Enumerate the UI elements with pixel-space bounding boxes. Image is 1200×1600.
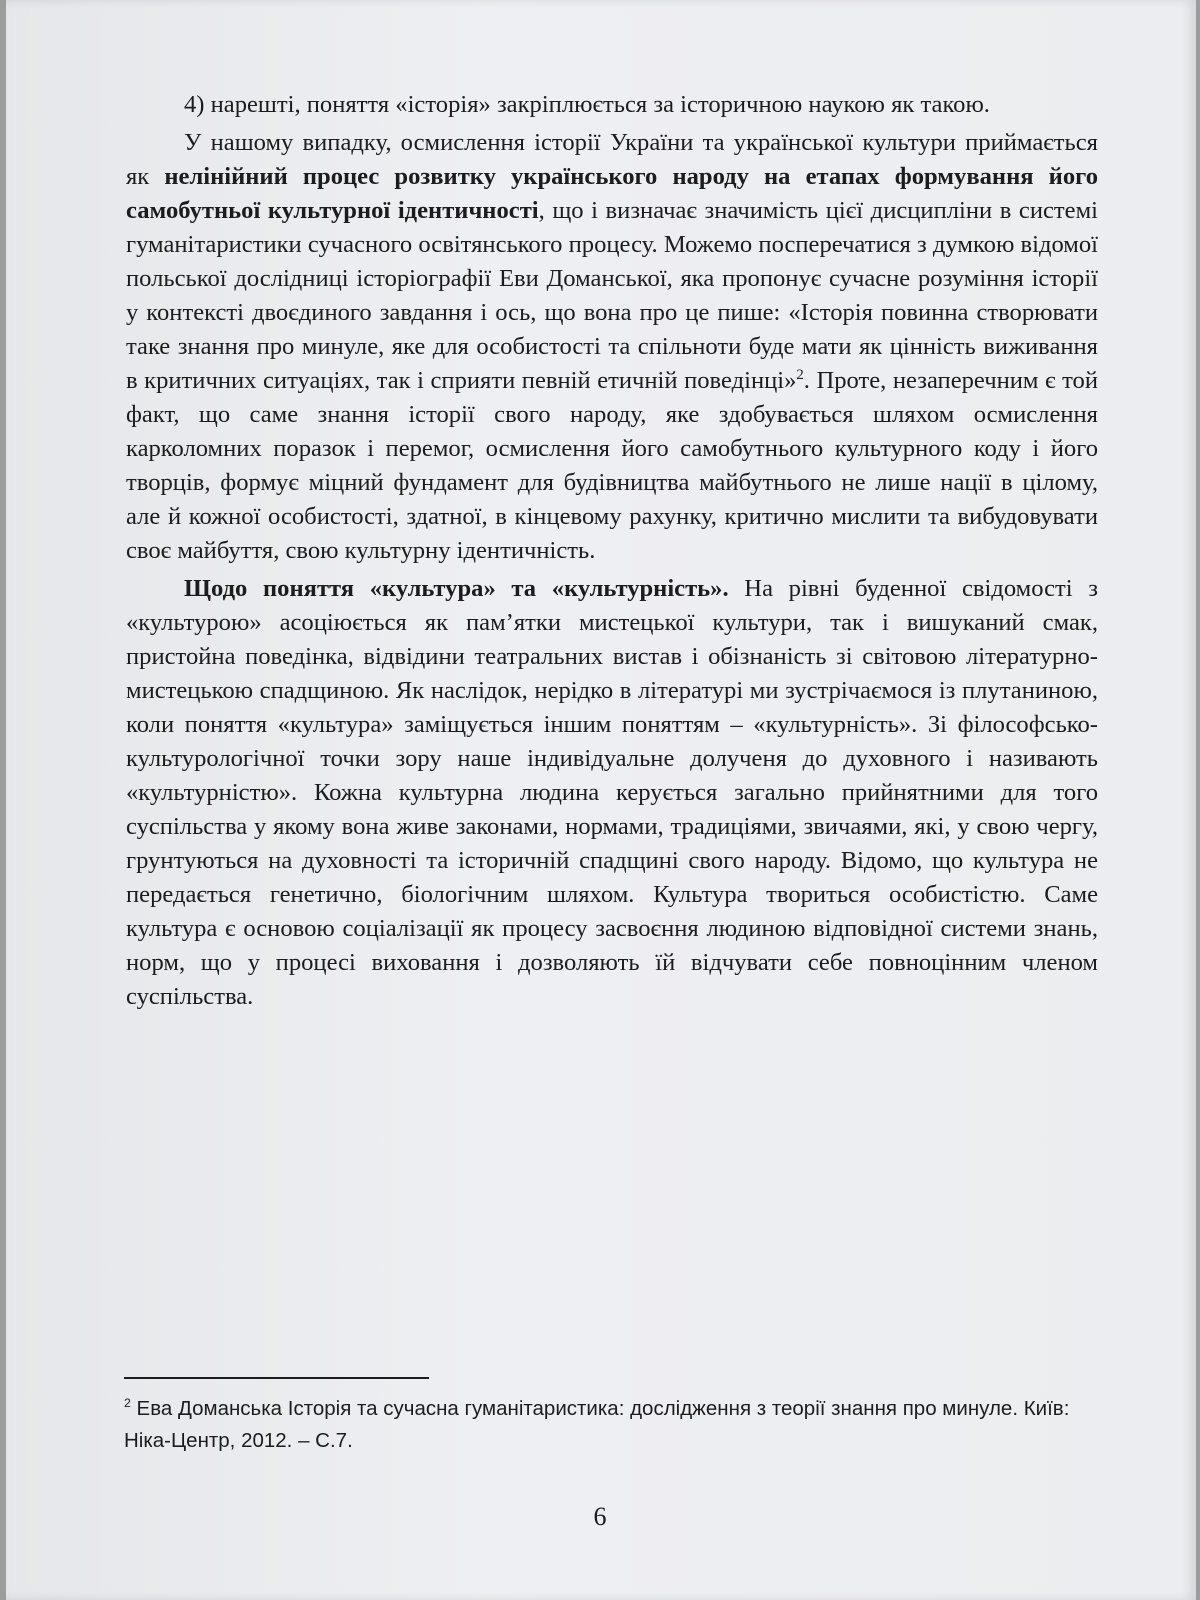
paragraph-2-text-b: , що і визначає значимість цієї дисципліни в системі гуманітаристики сучасного освітянського процесу. Можемо посперечатися з думкою відомої польської дослідниці історіографії Еви Доманської, яка пропонує сучасне розуміння історії у контексті двоєдиного завдання і ось, що вона про це пише: «Історія повинна створювати таке знання про минуле, яке для особистості та спільноти буде мати як цінність виживання в критичних ситуаціях, так і сприяти певній етичній поведінці»	[126, 197, 1098, 394]
paragraph-2-text-a: У нашому випадку, осмислення історії України та української культури приймається як	[126, 129, 1098, 190]
footnote-divider	[124, 1377, 429, 1379]
page-number: 6	[593, 1502, 607, 1531]
paragraph-3-heading: Щодо поняття «культура» та «культурність».	[184, 575, 729, 602]
footnote	[124, 1393, 1098, 1457]
paragraph-3	[126, 572, 1098, 1014]
paragraph-2	[126, 126, 1098, 568]
document-page	[6, 0, 1196, 1600]
paragraph-2-text-c: . Проте, незаперечним є той факт, що саме знання історії свого народу, яке здобувається шляхом осмислення карколомних поразок і перемог, осмислення його самобутнього культурного коду і його творців, формує міцний фундамент для будівництва майбутнього не лише нації в цілому, але й кожної особистості, здатної, в кінцевому рахунку, критично мислити та вибудовувати своє майбуття, свою культурну ідентичність.	[126, 367, 1099, 564]
body-text	[126, 88, 1098, 1018]
paragraph-3-text: На рівні буденної свідомості з «культурою» асоціюється як пам’ятки мистецької культури, так і вишуканий смак, пристойна поведінка, відвідини театральних вистав і обізнаність зі світовою літературно-мистецькою спадщиною. Як наслідок, нерідко в літературі ми зустрічаємося із плутаниною, коли поняття «культура» заміщується іншим поняттям – «культурність». Зі філософсько-культурологічної точки зору наше індивідуальне долученя до духовного і називають «культурністю». Кожна культурна людина керується загально прийнятними для того суспільства у якому вона живе законами, нормами, традиціями, звичаями, які, у свою чергу, грунтуються на духовності та історичній спадщині свого народу. Відомо, що культура не передається генетично, біологічним шляхом. Культура твориться особистістю. Саме культура є основою соціалізації як процесу засвоєння людиною відповідної системи знань, норм, що у процесі виховання і дозволяють їй відчувати себе повноцінним членом суспільства.	[126, 575, 1099, 1010]
footnote-reference: 2	[796, 366, 804, 383]
footnote-text: Ева Доманська Історія та сучасна гуманітаристика: дослідження з теорії знання про минуле. Київ: Ніка-Центр, 2012. – С.7.	[124, 1397, 1070, 1452]
footnote-marker: 2	[124, 1396, 131, 1411]
paragraph-1-text: 4) нарешті, поняття «історія» закріплюється за історичною наукою як такою.	[184, 91, 990, 118]
paragraph-1	[126, 88, 1098, 122]
paragraph-2-emphasis: нелінійний процес розвитку українського народу на етапах формування його самобутньої культурної ідентичності	[126, 163, 1098, 224]
